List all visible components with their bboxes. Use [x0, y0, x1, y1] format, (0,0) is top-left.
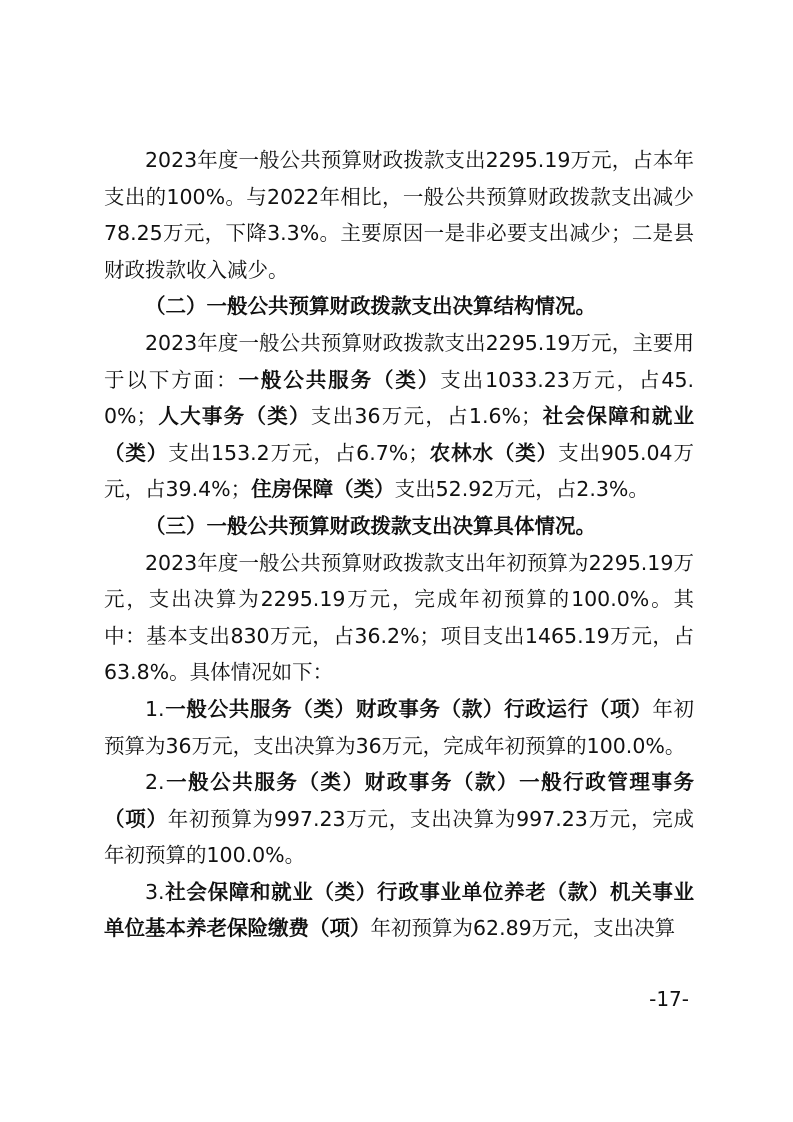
- category-label: 人大事务（类）: [157, 404, 311, 429]
- detail-item: [104, 764, 694, 874]
- category-label: 一般公共服务（类）: [238, 367, 441, 392]
- item-label: 社会保障和就业（类）行政事业单位养老（款）机关事业单位基本养老保险缴费（项）: [104, 879, 694, 941]
- item-number: 1.: [145, 696, 165, 721]
- section-heading-details: （三）一般公共预算财政拨款支出决算具体情况。: [145, 513, 596, 538]
- item-number: 3.: [145, 879, 165, 904]
- item-text: 年初预算为36万元，支出决算为36万元，完成年初预算的100.0%。: [104, 696, 695, 758]
- item-text: 年初预算为62.89万元，支出决算: [370, 916, 676, 941]
- category-label: 社会保障和就业（类）: [104, 404, 695, 465]
- section-heading-structure: （二）一般公共预算财政拨款支出决算结构情况。: [145, 294, 596, 319]
- category-amount: 支出1033.23万元，占45.0%；: [104, 367, 695, 429]
- structure-intro: 2023年度一般公共预算财政拨款支出2295.19万元，主要用于以下方面：: [104, 330, 694, 392]
- item-label: 一般公共服务（类）财政事务（款）一般行政管理事务（项）: [104, 770, 694, 831]
- item-label: 一般公共服务（类）财政事务（款）行政运行（项）: [164, 696, 653, 721]
- category-amount: 支出52.92万元，占2.3%。: [394, 477, 649, 502]
- item-number: 2.: [145, 770, 165, 795]
- detail-item: [104, 691, 694, 764]
- category-amount: 支出905.04万元，占39.4%；: [104, 440, 694, 502]
- category-label: 住房保障（类）: [251, 477, 395, 502]
- document-body: [104, 142, 694, 947]
- category-label: 农林水（类）: [428, 440, 559, 465]
- category-amount: 支出153.2万元，占6.7%；: [168, 440, 429, 465]
- paragraph-budget-summary: 2023年度一般公共预算财政拨款支出年初预算为2295.19万元，支出决算为2295.19万元，完成年初预算的100.0%。其中：基本支出830万元，占36.2%；项目支出1465.19万元，占63.8%。具体情况如下：: [104, 550, 694, 685]
- page-number: -17-: [649, 987, 689, 1011]
- detail-item: [104, 874, 694, 947]
- paragraph-expenditure-structure: [104, 325, 694, 508]
- paragraph-expenditure-comparison: 2023年度一般公共预算财政拨款支出2295.19万元，占本年支出的100%。与2022年相比，一般公共预算财政拨款支出减少78.25万元，下降3.3%。主要原因一是非必要支出减少；二是县财政拨款收入减少。: [104, 148, 694, 282]
- category-amount: 支出36万元，占1.6%；: [310, 404, 542, 429]
- item-text: 年初预算为997.23万元，支出决算为997.23万元，完成年初预算的100.0%。: [104, 806, 694, 868]
